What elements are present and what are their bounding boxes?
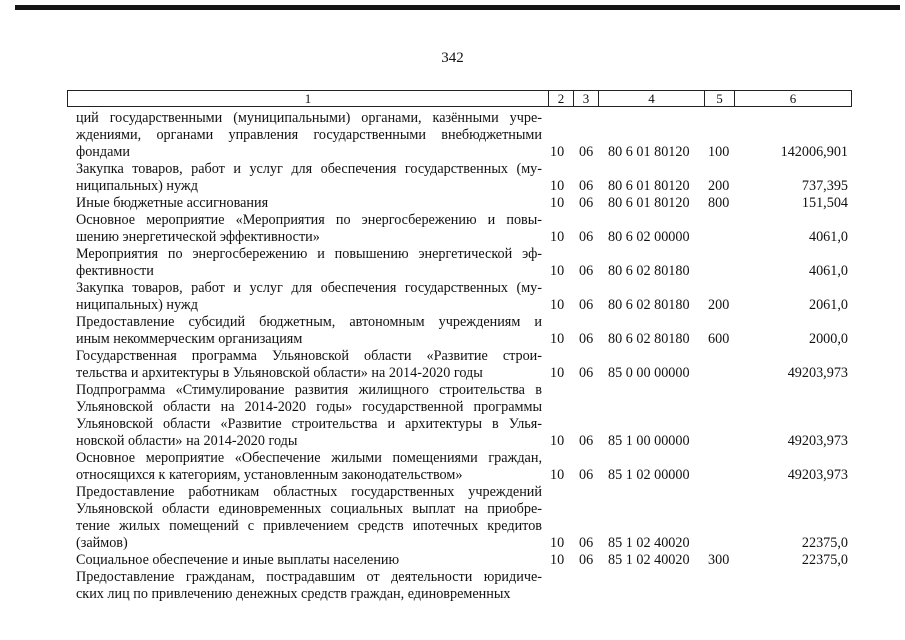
section-code: 10 [550, 195, 565, 211]
amount-value: 22375,0 [801, 535, 848, 551]
table-row [76, 246, 856, 280]
subsection-code: 06 [579, 144, 594, 160]
row-values [76, 195, 856, 212]
subsection-code: 06 [579, 467, 594, 483]
description-line: Иные бюджетные ассигнования [76, 195, 269, 211]
row-values [76, 467, 856, 484]
table-row [76, 314, 856, 348]
description-line: Социальное обеспечение и иные выплаты населению [76, 552, 400, 568]
table-row [76, 280, 856, 314]
target-article-code: 80 6 02 00000 [608, 229, 690, 245]
description-line: тельства и архитектуры в Ульяновской области» на 2014-2020 годы [76, 365, 483, 381]
description-line: фективности [76, 263, 154, 279]
amount-value: 4061,0 [808, 229, 848, 245]
expense-type-code: 800 [708, 195, 730, 211]
amount-value: 49203,973 [787, 365, 848, 381]
description-line: Предоставление субсидий бюджетным, автономным учреждениям и [76, 314, 542, 330]
subsection-code: 06 [579, 535, 594, 551]
subsection-code: 06 [579, 195, 594, 211]
column-header-1: 1 [304, 90, 312, 106]
column-header-4: 4 [598, 91, 704, 106]
subsection-code: 06 [579, 331, 594, 347]
subsection-code: 06 [579, 297, 594, 313]
description-line: Закупка товаров, работ и услуг для обеспечения государственных (му- [76, 161, 542, 177]
table-row [76, 161, 856, 195]
section-code: 10 [550, 178, 565, 194]
description-line: ций государственными (муниципальными) органами, казёнными учре- [76, 110, 542, 126]
row-values [76, 229, 856, 246]
target-article-code: 80 6 01 80120 [608, 195, 690, 211]
column-header-2: 2 [548, 91, 573, 106]
target-article-code: 85 1 02 40020 [608, 535, 690, 551]
table-row [76, 212, 856, 246]
description-line: ских лиц по привлечению денежных средств граждан, единовременных [76, 586, 511, 602]
table-row [76, 569, 856, 603]
table-row [76, 450, 856, 484]
description-line: ждениями, органами управления государственными внебюджетными [76, 127, 542, 143]
table-body [76, 110, 856, 603]
target-article-code: 85 0 00 00000 [608, 365, 690, 381]
description-line: (займов) [76, 535, 128, 551]
target-article-code: 80 6 02 80180 [608, 331, 690, 347]
description-line: Мероприятия по энергосбережению и повышению энергетической эф- [76, 246, 542, 262]
description-line: Ульяновской области единовременных социальных выплат на приобре- [76, 501, 542, 517]
target-article-code: 80 6 02 80180 [608, 263, 690, 279]
section-code: 10 [550, 552, 565, 568]
amount-value: 151,504 [801, 195, 848, 211]
page-number: 342 [441, 50, 464, 66]
description-line: Ульяновской области «Развитие строительства и архитектуры в Улья- [76, 416, 542, 432]
section-code: 10 [550, 229, 565, 245]
table-row [76, 195, 856, 212]
description-line: Предоставление работникам областных государственных учреждений [76, 484, 542, 500]
target-article-code: 80 6 01 80120 [608, 178, 690, 194]
row-values [76, 365, 856, 382]
column-header-6: 6 [734, 91, 851, 106]
description-line: Основное мероприятие «Мероприятия по энергосбережению и повы- [76, 212, 542, 228]
expense-type-code: 200 [708, 297, 730, 313]
section-code: 10 [550, 144, 565, 160]
description-line: шению энергетической эффективности» [76, 229, 320, 245]
row-values [76, 263, 856, 280]
amount-value: 22375,0 [801, 552, 848, 568]
expense-type-code: 300 [708, 552, 730, 568]
row-values [76, 433, 856, 450]
subsection-code: 06 [579, 178, 594, 194]
table-header [67, 90, 852, 107]
table-row [76, 110, 856, 161]
amount-value: 49203,973 [787, 433, 848, 449]
amount-value: 2061,0 [808, 297, 848, 313]
target-article-code: 85 1 02 00000 [608, 467, 690, 483]
description-line: относящихся к категориям, установленным законодательством» [76, 467, 463, 483]
table-row [76, 348, 856, 382]
subsection-code: 06 [579, 365, 594, 381]
table-row [76, 552, 856, 569]
row-values [76, 535, 856, 552]
description-line: Государственная программа Ульяновской области «Развитие строи- [76, 348, 542, 364]
column-header-5: 5 [704, 91, 734, 106]
subsection-code: 06 [579, 229, 594, 245]
amount-value: 737,395 [801, 178, 848, 194]
subsection-code: 06 [579, 263, 594, 279]
top-border-rule [15, 5, 900, 10]
section-code: 10 [550, 467, 565, 483]
section-code: 10 [550, 365, 565, 381]
row-values [76, 331, 856, 348]
target-article-code: 85 1 00 00000 [608, 433, 690, 449]
row-values [76, 178, 856, 195]
description-line: Закупка товаров, работ и услуг для обеспечения государственных (му- [76, 280, 542, 296]
row-values [76, 297, 856, 314]
description-line: фондами [76, 144, 130, 160]
subsection-code: 06 [579, 552, 594, 568]
row-values [76, 552, 856, 569]
subsection-code: 06 [579, 433, 594, 449]
description-line: Основное мероприятие «Обеспечение жилыми помещениями граждан, [76, 450, 542, 466]
table-row [76, 484, 856, 552]
description-line: Предоставление гражданам, пострадавшим от деятельности юридиче- [76, 569, 542, 585]
column-header-3: 3 [573, 91, 598, 106]
table-row [76, 382, 856, 450]
row-values [76, 586, 856, 603]
section-code: 10 [550, 433, 565, 449]
section-code: 10 [550, 331, 565, 347]
expense-type-code: 100 [708, 144, 730, 160]
target-article-code: 80 6 02 80180 [608, 297, 690, 313]
row-values [76, 144, 856, 161]
description-line: новской области» на 2014-2020 годы [76, 433, 298, 449]
description-line: Подпрограмма «Стимулирование развития жилищного строительства в [76, 382, 542, 398]
description-line: иным некоммерческим организациям [76, 331, 303, 347]
amount-value: 4061,0 [808, 263, 848, 279]
description-line: тение жилых помещений с привлечением средств ипотечных кредитов [76, 518, 542, 534]
description-line: ниципальных) нужд [76, 178, 198, 194]
description-line: Ульяновской области на 2014-2020 годы» государственной программы [76, 399, 542, 415]
target-article-code: 80 6 01 80120 [608, 144, 690, 160]
expense-type-code: 200 [708, 178, 730, 194]
expense-type-code: 600 [708, 331, 730, 347]
target-article-code: 85 1 02 40020 [608, 552, 690, 568]
section-code: 10 [550, 297, 565, 313]
amount-value: 142006,901 [780, 144, 848, 160]
amount-value: 49203,973 [787, 467, 848, 483]
section-code: 10 [550, 263, 565, 279]
amount-value: 2000,0 [808, 331, 848, 347]
description-line: ниципальных) нужд [76, 297, 198, 313]
section-code: 10 [550, 535, 565, 551]
